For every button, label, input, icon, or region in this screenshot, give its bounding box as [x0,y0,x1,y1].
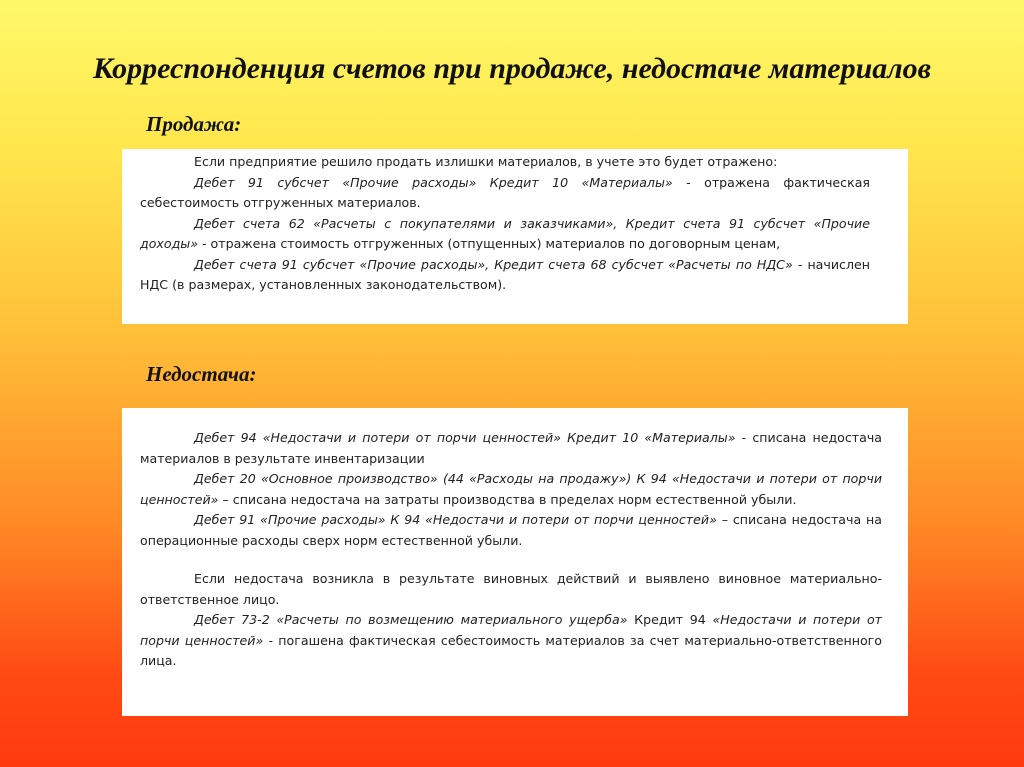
shortage-entry-3: Дебет 91 «Прочие расходы» К 94 «Недостачи и потери от порчи ценностей» [194,512,717,527]
slide-title: Корреспонденция счетов при продаже, недостаче материалов [92,52,932,85]
sale-entry-4: Дебет счета 91 субсчет «Прочие расходы», Кредит счета 68 субсчет «Расчеты по НДС» [194,256,793,272]
shortage-entry-5b: «Недостачи и потери от порчи ценностей» [140,612,882,648]
sale-entry-2: Дебет 91 субсчет «Прочие расходы» Кредит 10 «Материалы» [194,174,673,190]
sale-paragraph-3 [140,214,870,255]
shortage-paragraph-2 [140,469,882,510]
sale-text-box [122,149,908,324]
sale-note-4: - начислен НДС (в размерах, установленных законодательством). [140,256,870,292]
heading-shortage: Недостача: [146,362,257,386]
shortage-note-2: – списана недостача на затраты производства в пределах норм естественной убыли. [218,491,797,507]
shortage-entry-2: Дебет 20 «Основное производство» (44 «Расходы на продажу») К 94 «Недостачи и потери от порчи ценностей» [140,471,882,507]
shortage-entry-1: Дебет 94 «Недостачи и потери от порчи ценностей» Кредит 10 «Материалы» [194,430,736,445]
shortage-paragraph-5 [140,610,882,672]
sale-paragraph-4 [140,255,870,296]
shortage-paragraph-4: Если недостача возникла в результате виновных действий и выявлено виновное материально-ответственное лицо. [140,571,882,607]
shortage-entry-5: Дебет 73-2 «Расчеты по возмещению материального ущерба» [194,612,628,627]
shortage-paragraph-1 [140,428,882,469]
shortage-text-box [122,408,908,716]
sale-paragraph-2 [140,173,870,214]
shortage-note-3: – списана недостача на операционные расходы сверх норм естественной убыли. [140,512,882,548]
shortage-note-1: - списана недостача материалов в результате инвентаризации [140,430,882,466]
sale-note-2: - отражена фактическая себестоимость отгруженных материалов. [140,174,870,210]
sale-note-3: - отражена стоимость отгруженных (отпущенных) материалов по договорным ценам, [198,236,781,251]
shortage-credit-5: Кредит 94 [627,612,713,627]
sale-entry-3: Дебет счета 62 «Расчеты с покупателями и заказчиками», Кредит счета 91 субсчет «Прочие доходы» [140,215,870,251]
heading-sale: Продажа: [146,112,242,136]
shortage-note-5: - погашена фактическая себестоимость материалов за счет материально-ответственного лица. [140,632,882,668]
shortage-paragraph-3 [140,510,882,551]
sale-paragraph-1: Если предприятие решило продать излишки материалов, в учете это будет отражено: [194,154,778,169]
paragraph-gap [140,551,882,569]
